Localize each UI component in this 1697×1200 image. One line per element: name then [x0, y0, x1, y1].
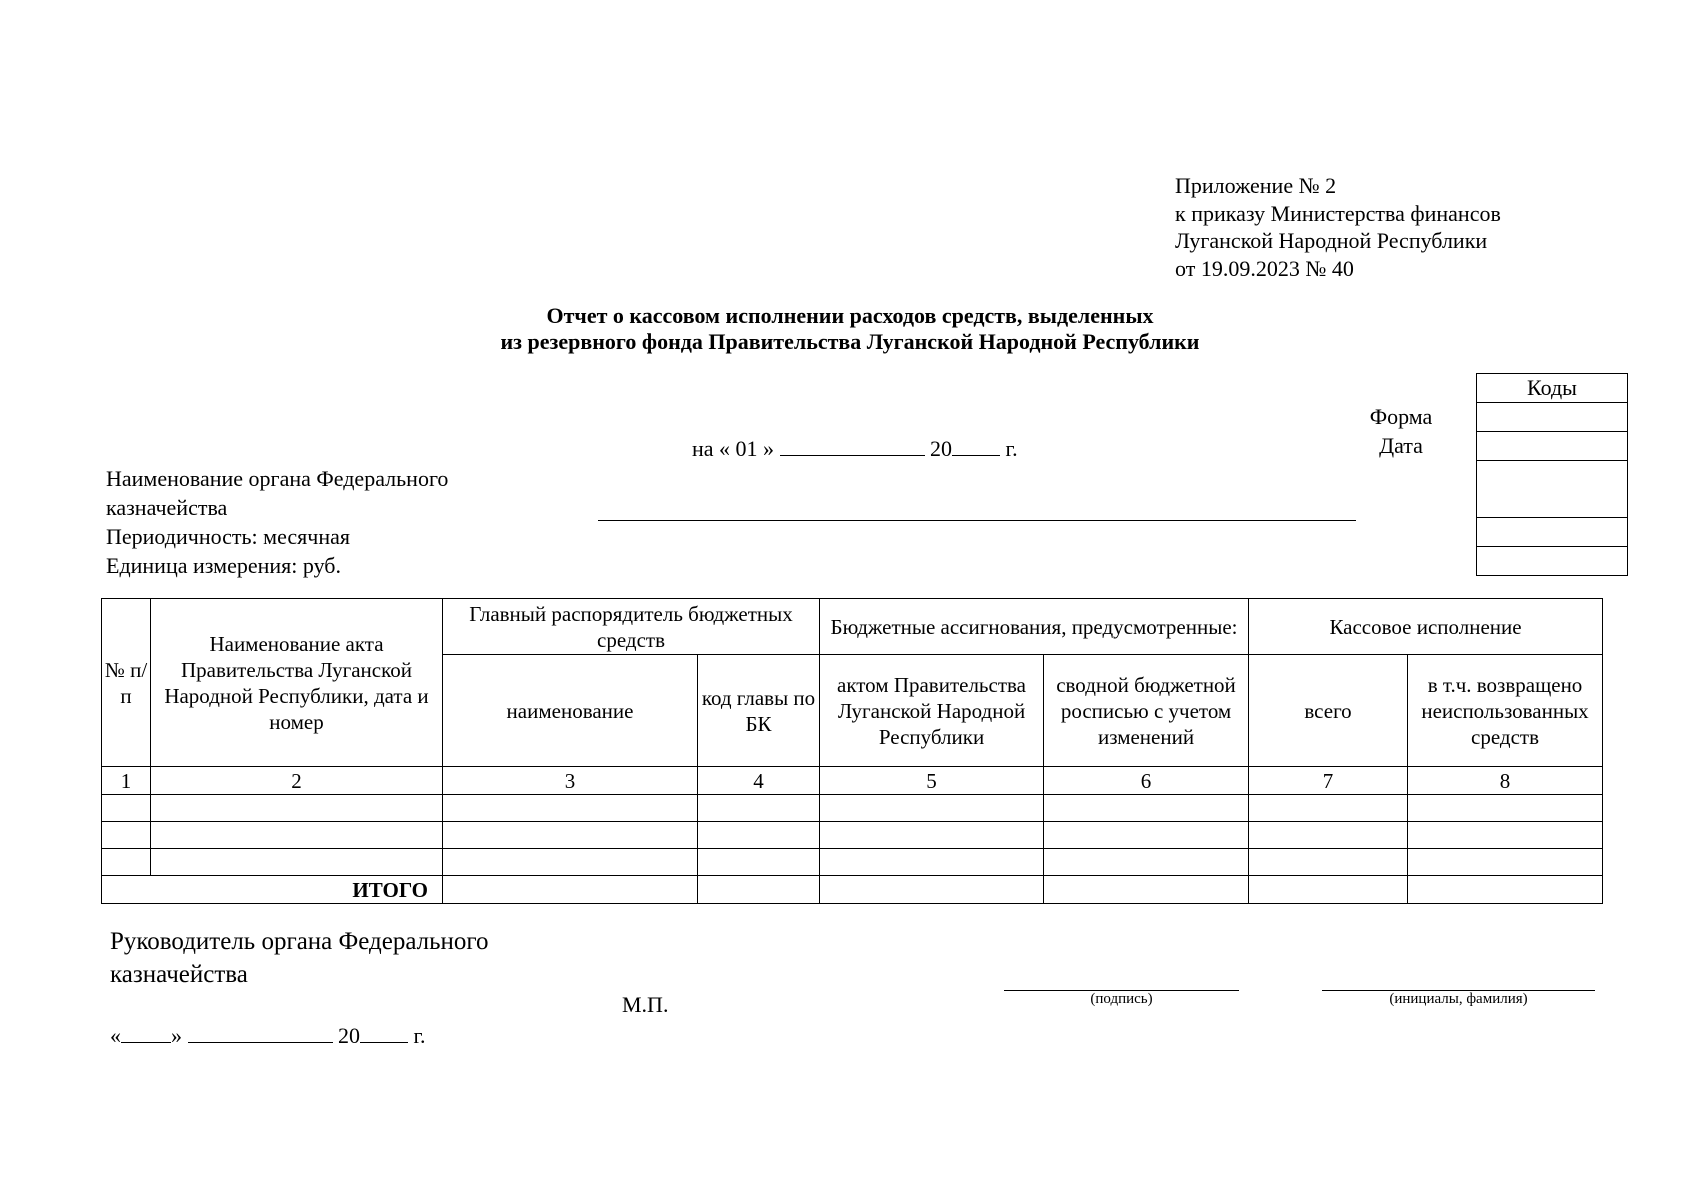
- report-date: [692, 435, 1018, 462]
- date-code-cell[interactable]: [1477, 432, 1628, 461]
- report-title: [300, 303, 1400, 355]
- header-code: код главы по БК: [698, 655, 820, 767]
- year-field[interactable]: [360, 1022, 408, 1043]
- appendix-line: к приказу Министерства финансов: [1175, 200, 1501, 226]
- col-number: 3: [443, 767, 698, 795]
- month-field[interactable]: [780, 435, 925, 456]
- appendix-block: [1175, 172, 1501, 282]
- table-cell[interactable]: [1408, 795, 1603, 822]
- signature-date: [110, 1022, 426, 1049]
- col-number: 1: [102, 767, 151, 795]
- total-cell[interactable]: [698, 876, 820, 904]
- total-cell[interactable]: [1408, 876, 1603, 904]
- date-suffix: г.: [1005, 436, 1018, 461]
- report-title-line: Отчет о кассовом исполнении расходов средств, выделенных: [546, 303, 1154, 328]
- date-close-quote: »: [171, 1023, 182, 1048]
- name-caption: (инициалы, фамилия): [1389, 991, 1528, 1007]
- table-cell[interactable]: [1249, 795, 1408, 822]
- unit-label: Единица измерения: руб.: [106, 553, 341, 578]
- signature-block: [1004, 990, 1239, 1008]
- table-cell[interactable]: [698, 795, 820, 822]
- codes-header: Коды: [1477, 374, 1628, 403]
- table-cell[interactable]: [698, 849, 820, 876]
- table-cell[interactable]: [1249, 849, 1408, 876]
- table-cell[interactable]: [1408, 849, 1603, 876]
- date-prefix: на « 01 »: [692, 436, 775, 461]
- report-title-line: из резервного фонда Правительства Луганской Народной Республики: [500, 329, 1200, 354]
- day-field[interactable]: [121, 1022, 171, 1043]
- total-cell[interactable]: [443, 876, 698, 904]
- total-label: ИТОГО: [102, 876, 443, 904]
- org-label: Наименование органа Федерального: [106, 466, 449, 491]
- periodicity-label: Периодичность: месячная: [106, 524, 351, 549]
- header-returned: в т.ч. возвращено неиспользованных средств: [1408, 655, 1603, 767]
- year-prefix: 20: [338, 1023, 360, 1048]
- col-number: 5: [820, 767, 1044, 795]
- stamp-place: М.П.: [622, 992, 669, 1017]
- table-cell[interactable]: [151, 795, 443, 822]
- table-cell[interactable]: [1044, 849, 1249, 876]
- month-field[interactable]: [188, 1022, 333, 1043]
- report-info: [106, 464, 448, 580]
- appendix-line: Луганской Народной Республики: [1175, 228, 1488, 253]
- total-cell[interactable]: [1044, 876, 1249, 904]
- col-number: 8: [1408, 767, 1603, 795]
- date-open-quote: «: [110, 1023, 121, 1048]
- date-label: Дата: [1379, 433, 1423, 458]
- table-cell[interactable]: [443, 822, 698, 849]
- periodicity-code-cell[interactable]: [1477, 518, 1628, 547]
- table-cell[interactable]: [443, 795, 698, 822]
- header-num: № п/п: [102, 599, 151, 767]
- table-cell[interactable]: [102, 822, 151, 849]
- col-number: 6: [1044, 767, 1249, 795]
- header-manager-group: Главный распорядитель бюджетных средств: [443, 599, 820, 655]
- total-cell[interactable]: [1249, 876, 1408, 904]
- table-cell[interactable]: [443, 849, 698, 876]
- name-block: [1322, 990, 1595, 1008]
- header-name: наименование: [443, 655, 698, 767]
- form-label: Форма: [1369, 404, 1433, 429]
- year-suffix: г.: [413, 1023, 426, 1048]
- table-cell[interactable]: [820, 795, 1044, 822]
- codes-table: [1326, 373, 1628, 576]
- header-act-gov: актом Правительства Луганской Народной Республики: [820, 655, 1044, 767]
- unit-code-cell[interactable]: [1477, 547, 1628, 576]
- appendix-line: от 19.09.2023 № 40: [1175, 255, 1354, 281]
- table-row: [102, 822, 1603, 849]
- org-code-cell[interactable]: [1477, 461, 1628, 518]
- total-cell[interactable]: [820, 876, 1044, 904]
- head-title: [110, 925, 489, 991]
- table-cell[interactable]: [102, 849, 151, 876]
- table-cell[interactable]: [820, 822, 1044, 849]
- table-row: [102, 795, 1603, 822]
- form-code-cell[interactable]: [1477, 403, 1628, 432]
- table-cell[interactable]: [1408, 822, 1603, 849]
- header-act: Наименование акта Правительства Луганской Народной Республики, дата и номер: [151, 599, 443, 767]
- table-cell[interactable]: [151, 849, 443, 876]
- header-total: всего: [1249, 655, 1408, 767]
- col-number: 7: [1249, 767, 1408, 795]
- report-table: [101, 598, 1603, 904]
- signature-caption: (подпись): [1090, 991, 1153, 1007]
- table-cell[interactable]: [1044, 795, 1249, 822]
- header-cash-group: Кассовое исполнение: [1249, 599, 1603, 655]
- org-name-field[interactable]: [598, 520, 1356, 521]
- head-title-line: казначейства: [110, 961, 248, 988]
- column-numbers-row: [102, 767, 1603, 795]
- head-title-line: Руководитель органа Федерального: [110, 928, 489, 955]
- appendix-line: Приложение № 2: [1175, 173, 1337, 198]
- col-number: 2: [151, 767, 443, 795]
- table-cell[interactable]: [1044, 822, 1249, 849]
- table-cell[interactable]: [1249, 822, 1408, 849]
- year-field[interactable]: [952, 435, 1000, 456]
- table-cell[interactable]: [102, 795, 151, 822]
- table-cell[interactable]: [820, 849, 1044, 876]
- header-summary: сводной бюджетной росписью с учетом изменений: [1044, 655, 1249, 767]
- org-label-cont: казначейства: [106, 495, 228, 520]
- total-row: [102, 876, 1603, 904]
- table-row: [102, 849, 1603, 876]
- date-year: 20: [930, 436, 953, 461]
- header-budget-group: Бюджетные ассигнования, предусмотренные:: [820, 599, 1249, 655]
- table-cell[interactable]: [698, 822, 820, 849]
- col-number: 4: [698, 767, 820, 795]
- table-cell[interactable]: [151, 822, 443, 849]
